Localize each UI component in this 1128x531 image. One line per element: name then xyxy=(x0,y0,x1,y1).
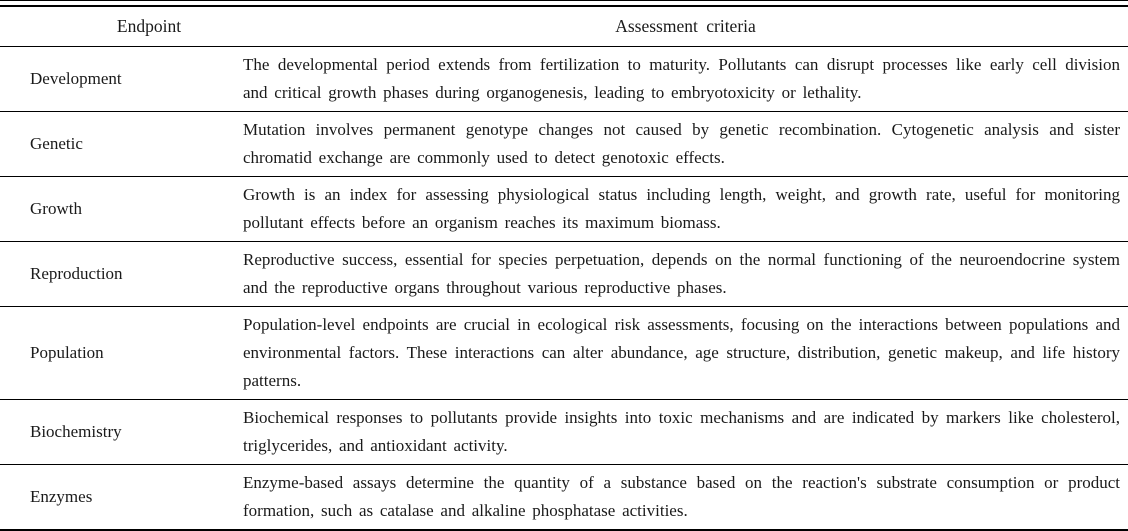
header-row xyxy=(0,6,1128,47)
endpoint-cell: Genetic xyxy=(30,134,83,153)
endpoint-cell: Development xyxy=(30,69,122,88)
table-row-population xyxy=(0,307,1128,400)
endpoint-cell: Reproduction xyxy=(30,264,123,283)
criteria-cell: The developmental period extends from fertilization to maturity. Pollutants can disrupt processes like early cell division and critical growth phases during organogenesis, leading to embryotoxicity or lethality. xyxy=(243,55,1120,102)
table-row-reproduction xyxy=(0,242,1128,307)
column-header-assessment-criteria: Assessment criteria xyxy=(243,6,1128,47)
criteria-cell: Population-level endpoints are crucial in ecological risk assessments, focusing on the interactions between populations and environmental factors. These interactions can alter abundance, age structure, distribution, genetic makeup, and life history patterns. xyxy=(243,315,1120,390)
table-row-biochemistry xyxy=(0,400,1128,465)
endpoint-cell: Growth xyxy=(30,199,82,218)
table-row-enzymes xyxy=(0,465,1128,531)
criteria-cell: Mutation involves permanent genotype changes not caused by genetic recombination. Cytogenetic analysis and sister chromatid exchange are commonly used to detect genotoxic effects. xyxy=(243,120,1120,167)
table-row-genetic xyxy=(0,112,1128,177)
endpoint-assessment-table xyxy=(0,5,1128,531)
table-row-growth xyxy=(0,177,1128,242)
criteria-cell: Biochemical responses to pollutants provide insights into toxic mechanisms and are indicated by markers like cholesterol, triglycerides, and antioxidant activity. xyxy=(243,408,1120,455)
endpoint-cell: Population xyxy=(30,343,104,362)
table-header xyxy=(0,6,1128,47)
table-row-development xyxy=(0,47,1128,112)
endpoint-cell: Enzymes xyxy=(30,487,93,506)
criteria-cell: Enzyme-based assays determine the quantity of a substance based on the reaction's substrate consumption or product formation, such as catalase and alkaline phosphatase activities. xyxy=(243,473,1120,520)
table-body xyxy=(0,47,1128,531)
endpoint-cell: Biochemistry xyxy=(30,422,122,441)
criteria-cell: Reproductive success, essential for species perpetuation, depends on the normal functioning of the neuroendocrine system and the reproductive organs throughout various reproductive phases. xyxy=(243,250,1120,297)
column-header-endpoint: Endpoint xyxy=(0,6,243,47)
criteria-cell: Growth is an index for assessing physiological status including length, weight, and growth rate, useful for monitoring pollutant effects before an organism reaches its maximum biomass. xyxy=(243,185,1120,232)
